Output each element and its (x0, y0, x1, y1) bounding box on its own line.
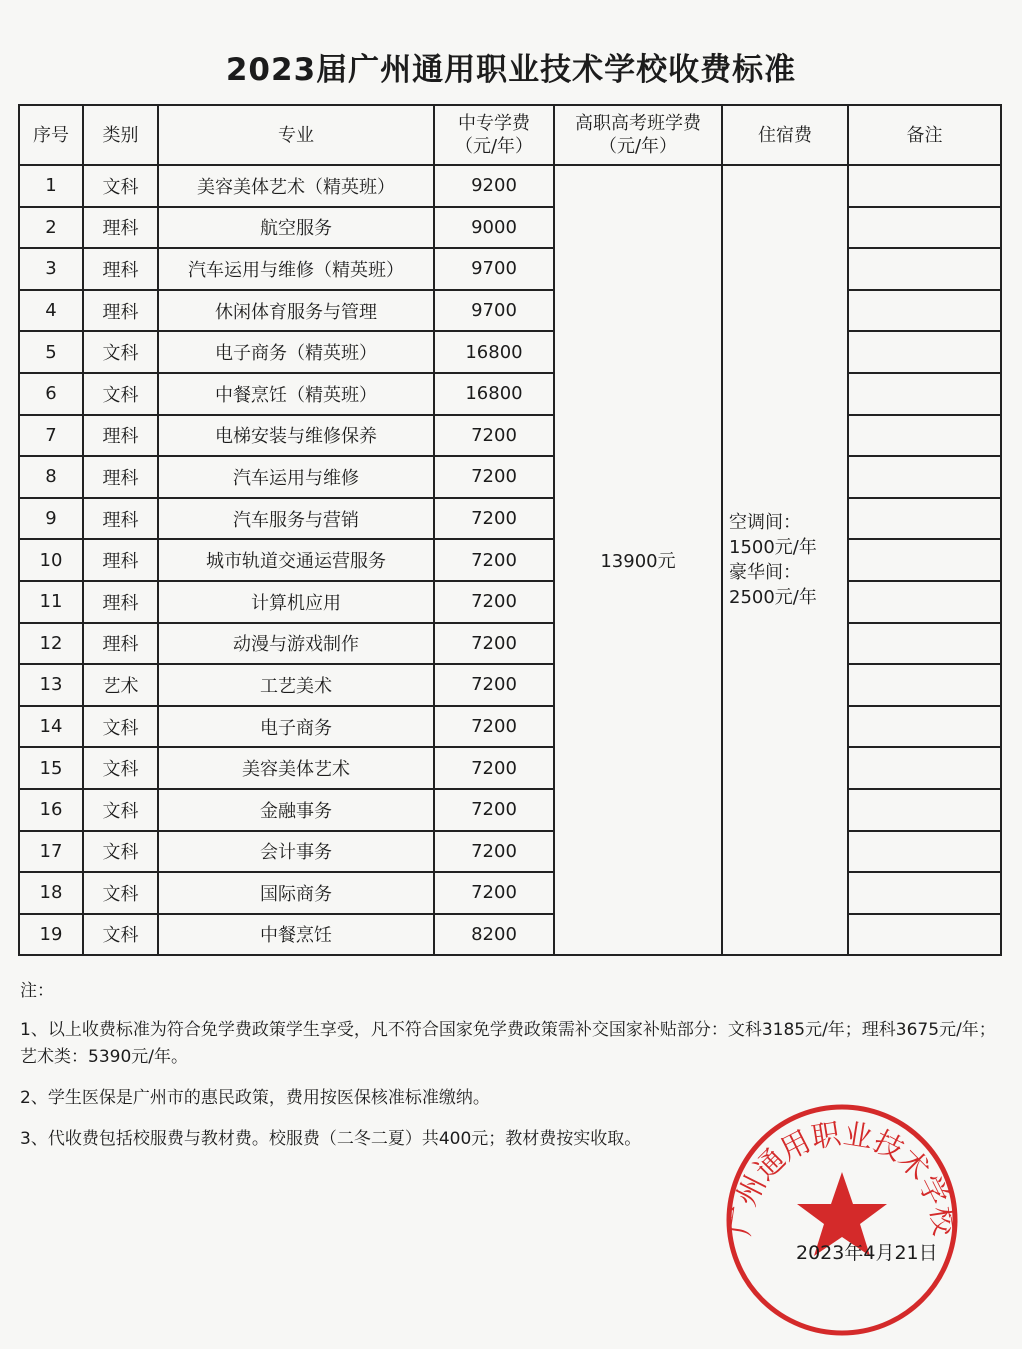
notes-heading: 注： (20, 981, 54, 1001)
cell-no: 9 (19, 498, 83, 540)
dorm-line: 1500元/年 (729, 537, 817, 559)
cell-remark (848, 290, 1001, 332)
header-zz-fee-line1: 中专学费 (458, 113, 530, 134)
cell-zz-fee: 7200 (434, 415, 554, 457)
cell-remark (848, 581, 1001, 623)
header-gz-fee-line1: 高职高考班学费 (575, 113, 701, 134)
table-row (19, 415, 1001, 457)
cell-category: 文科 (83, 789, 158, 831)
cell-zz-fee: 7200 (434, 623, 554, 665)
note-item-1: 1、以上收费标准为符合免学费政策学生享受，凡不符合国家免学费政策需补交国家补贴部分：文科3185元/年；理科3675元/年；艺术类：5390元/年。 (20, 1020, 996, 1067)
document-title: 2023届广州通用职业技术学校收费标准 (225, 52, 797, 88)
header-zz-fee-line2: （元/年） (454, 136, 534, 157)
cell-no: 15 (19, 747, 83, 789)
cell-zz-fee: 16800 (434, 331, 554, 373)
cell-remark (848, 747, 1001, 789)
table-row (19, 664, 1001, 706)
table-row (19, 456, 1001, 498)
cell-major: 汽车服务与营销 (158, 498, 434, 540)
cell-remark (848, 331, 1001, 373)
cell-remark (848, 248, 1001, 290)
cell-zz-fee: 16800 (434, 373, 554, 415)
cell-zz-fee: 7200 (434, 456, 554, 498)
cell-no: 12 (19, 623, 83, 665)
cell-category: 文科 (83, 331, 158, 373)
cell-category: 理科 (83, 623, 158, 665)
table-body (19, 165, 1001, 955)
table-row (19, 872, 1001, 914)
cell-no: 13 (19, 664, 83, 706)
cell-major: 会计事务 (158, 831, 434, 873)
cell-remark (848, 664, 1001, 706)
cell-category: 理科 (83, 539, 158, 581)
table-row (19, 207, 1001, 249)
cell-category: 文科 (83, 165, 158, 207)
cell-category: 艺术 (83, 664, 158, 706)
cell-zz-fee: 7200 (434, 747, 554, 789)
cell-category: 文科 (83, 747, 158, 789)
cell-category: 理科 (83, 498, 158, 540)
cell-major: 电子商务（精英班） (158, 331, 434, 373)
cell-category: 文科 (83, 706, 158, 748)
header-remark: 备注 (848, 105, 1001, 165)
cell-major: 金融事务 (158, 789, 434, 831)
header-no: 序号 (19, 105, 83, 165)
note-item-2: 2、学生医保是广州市的惠民政策，费用按医保核准标准缴纳。 (20, 1088, 490, 1108)
cell-no: 11 (19, 581, 83, 623)
cell-category: 文科 (83, 373, 158, 415)
cell-zz-fee: 7200 (434, 789, 554, 831)
cell-remark (848, 207, 1001, 249)
cell-major: 美容美体艺术（精英班） (158, 165, 434, 207)
dorm-line: 2500元/年 (729, 587, 817, 609)
cell-no: 10 (19, 539, 83, 581)
cell-no: 2 (19, 207, 83, 249)
cell-major: 汽车运用与维修（精英班） (158, 248, 434, 290)
table-row (19, 623, 1001, 665)
cell-remark (848, 539, 1001, 581)
cell-category: 文科 (83, 831, 158, 873)
cell-major: 国际商务 (158, 872, 434, 914)
cell-no: 4 (19, 290, 83, 332)
cell-remark (848, 498, 1001, 540)
cell-no: 5 (19, 331, 83, 373)
cell-no: 6 (19, 373, 83, 415)
table-row (19, 706, 1001, 748)
note-item-3: 3、代收费包括校服费与教材费。校服费（二冬二夏）共400元；教材费按实收取。 (20, 1129, 642, 1149)
cell-no: 8 (19, 456, 83, 498)
cell-category: 理科 (83, 581, 158, 623)
cell-category: 理科 (83, 207, 158, 249)
cell-dorm (722, 165, 848, 955)
school-seal (722, 1100, 962, 1340)
table-row (19, 248, 1001, 290)
table-row (19, 373, 1001, 415)
cell-major: 电梯安装与维修保养 (158, 415, 434, 457)
cell-category: 理科 (83, 456, 158, 498)
dorm-line: 空调间： (729, 512, 801, 534)
cell-zz-fee: 7200 (434, 706, 554, 748)
cell-major: 汽车运用与维修 (158, 456, 434, 498)
seal-text: 广州通用职业技术学校 (722, 1116, 962, 1238)
cell-no: 3 (19, 248, 83, 290)
cell-zz-fee: 7200 (434, 831, 554, 873)
cell-remark (848, 872, 1001, 914)
cell-major: 航空服务 (158, 207, 434, 249)
header-gz-fee-line2: （元/年） (598, 136, 678, 157)
cell-zz-fee: 9700 (434, 290, 554, 332)
cell-major: 休闲体育服务与管理 (158, 290, 434, 332)
table-row (19, 914, 1001, 956)
table-row (19, 581, 1001, 623)
table-row (19, 165, 1001, 207)
cell-remark (848, 373, 1001, 415)
cell-zz-fee: 9000 (434, 207, 554, 249)
cell-no: 19 (19, 914, 83, 956)
cell-zz-fee: 7200 (434, 498, 554, 540)
cell-category: 理科 (83, 415, 158, 457)
table-row (19, 747, 1001, 789)
cell-no: 7 (19, 415, 83, 457)
cell-zz-fee: 7200 (434, 539, 554, 581)
header-gz-fee (554, 105, 722, 165)
table-row (19, 331, 1001, 373)
cell-remark (848, 415, 1001, 457)
cell-no: 18 (19, 872, 83, 914)
header-category: 类别 (83, 105, 158, 165)
cell-major: 美容美体艺术 (158, 747, 434, 789)
cell-major: 动漫与游戏制作 (158, 623, 434, 665)
cell-major: 电子商务 (158, 706, 434, 748)
cell-no: 17 (19, 831, 83, 873)
cell-remark (848, 789, 1001, 831)
cell-major: 城市轨道交通运营服务 (158, 539, 434, 581)
cell-major: 中餐烹饪（精英班） (158, 373, 434, 415)
table-row (19, 789, 1001, 831)
cell-zz-fee: 8200 (434, 914, 554, 956)
table-row (19, 290, 1001, 332)
table-row (19, 831, 1001, 873)
cell-zz-fee: 7200 (434, 664, 554, 706)
cell-no: 16 (19, 789, 83, 831)
cell-remark (848, 165, 1001, 207)
dorm-line: 豪华间： (729, 562, 801, 584)
cell-category: 文科 (83, 872, 158, 914)
cell-zz-fee: 9700 (434, 248, 554, 290)
header-zz-fee (434, 105, 554, 165)
table-header-row (19, 105, 1001, 165)
cell-remark (848, 914, 1001, 956)
header-major: 专业 (158, 105, 434, 165)
table-row (19, 498, 1001, 540)
cell-category: 文科 (83, 914, 158, 956)
cell-zz-fee: 7200 (434, 872, 554, 914)
cell-zz-fee: 7200 (434, 581, 554, 623)
cell-remark (848, 623, 1001, 665)
cell-no: 1 (19, 165, 83, 207)
cell-major: 中餐烹饪 (158, 914, 434, 956)
signature-date: 2023年4月21日 (796, 1242, 938, 1264)
cell-gz-fee: 13900元 (554, 165, 722, 955)
table-row (19, 539, 1001, 581)
cell-no: 14 (19, 706, 83, 748)
cell-remark (848, 706, 1001, 748)
fee-table (18, 104, 1002, 956)
cell-major: 计算机应用 (158, 581, 434, 623)
cell-category: 理科 (83, 290, 158, 332)
cell-remark (848, 456, 1001, 498)
cell-zz-fee: 9200 (434, 165, 554, 207)
cell-major: 工艺美术 (158, 664, 434, 706)
cell-remark (848, 831, 1001, 873)
cell-category: 理科 (83, 248, 158, 290)
header-dorm: 住宿费 (722, 105, 848, 165)
